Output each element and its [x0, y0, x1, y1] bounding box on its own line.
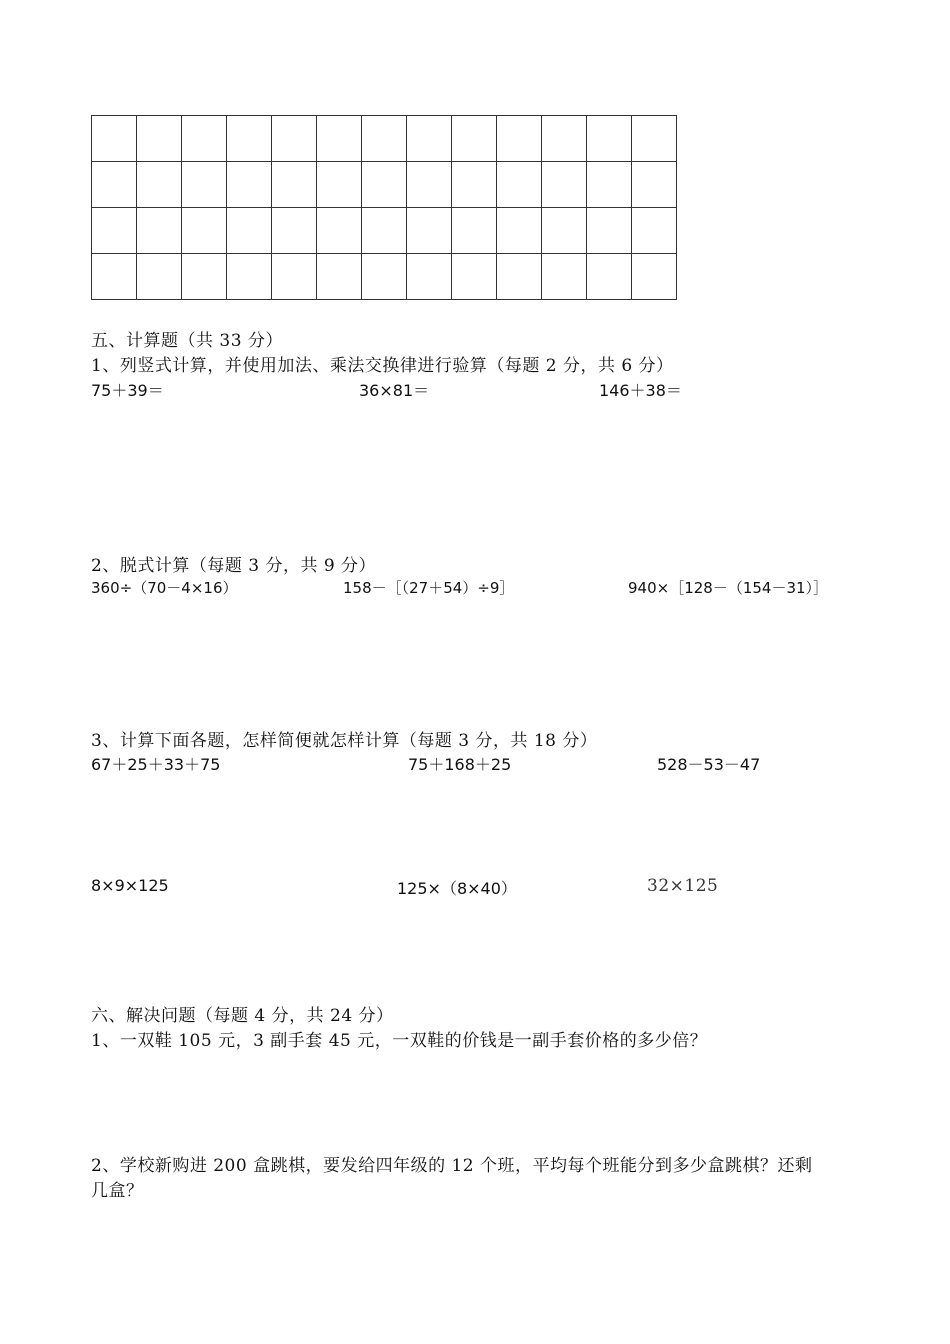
grid-cell: [587, 254, 632, 300]
q3-item-6: 32×125: [647, 876, 719, 896]
section-6-q2-line1: 2、学校新购进 200 盒跳棋，要发给四年级的 12 个班，平均每个班能分到多少盒跳棋？还剩: [91, 1156, 813, 1176]
grid-cell: [542, 208, 587, 254]
grid-row: [92, 208, 677, 254]
writing-grid: [91, 115, 677, 300]
q3-item-2: 75＋168＋25: [408, 755, 512, 774]
q1-item-2: 36×81＝: [359, 381, 430, 400]
grid-cell: [92, 254, 137, 300]
grid-cell: [452, 254, 497, 300]
section-6-title: 六、解决问题（每题 4 分，共 24 分）: [91, 1006, 394, 1026]
grid-cell: [407, 116, 452, 162]
grid-cell: [92, 162, 137, 208]
grid-cell: [452, 162, 497, 208]
grid-cell: [227, 116, 272, 162]
q1-item-1: 75＋39＝: [91, 381, 164, 400]
grid-cell: [182, 116, 227, 162]
grid-row: [92, 254, 677, 300]
grid-cell: [227, 208, 272, 254]
grid-cell: [182, 254, 227, 300]
grid-cell: [407, 208, 452, 254]
grid-cell: [137, 208, 182, 254]
grid-cell: [497, 254, 542, 300]
q3-item-5: 125×（8×40）: [397, 879, 517, 898]
grid-row: [92, 116, 677, 162]
section-5-q1-title: 1、列竖式计算，并使用加法、乘法交换律进行验算（每题 2 分，共 6 分）: [91, 356, 674, 376]
grid-cell: [497, 162, 542, 208]
grid-cell: [227, 162, 272, 208]
grid-cell: [362, 162, 407, 208]
grid-cell: [137, 116, 182, 162]
section-5-title: 五、计算题（共 33 分）: [91, 331, 283, 351]
section-5-q3-title: 3、计算下面各题，怎样简便就怎样计算（每题 3 分，共 18 分）: [91, 731, 598, 751]
grid-cell: [317, 254, 362, 300]
q3-item-3: 528－53－47: [657, 755, 761, 774]
q1-item-3: 146＋38＝: [599, 381, 682, 400]
grid-cell: [182, 162, 227, 208]
grid-cell: [92, 208, 137, 254]
grid-cell: [272, 116, 317, 162]
section-5-q2-title: 2、脱式计算（每题 3 分，共 9 分）: [91, 556, 377, 576]
grid-cell: [542, 254, 587, 300]
grid-cell: [362, 208, 407, 254]
grid-cell: [362, 116, 407, 162]
grid-cell: [587, 116, 632, 162]
q3-item-4: 8×9×125: [91, 876, 169, 895]
grid-cell: [632, 208, 677, 254]
grid-cell: [317, 116, 362, 162]
grid-cell: [497, 116, 542, 162]
grid-cell: [542, 116, 587, 162]
grid-cell: [137, 162, 182, 208]
grid-cell: [587, 208, 632, 254]
grid-cell: [587, 162, 632, 208]
grid-cell: [272, 208, 317, 254]
grid-cell: [407, 254, 452, 300]
grid-cell: [272, 162, 317, 208]
grid-cell: [182, 208, 227, 254]
section-6-q1: 1、一双鞋 105 元，3 副手套 45 元，一双鞋的价钱是一副手套价格的多少倍？: [91, 1031, 708, 1051]
q2-item-1: 360÷（70－4×16）: [91, 579, 238, 597]
q2-item-3: 940×［128－（154－31）］: [628, 579, 829, 597]
grid-cell: [632, 254, 677, 300]
grid-cell: [497, 208, 542, 254]
section-6-q2-line2: 几盒？: [91, 1181, 144, 1201]
q2-item-2: 158－［（27＋54）÷9］: [343, 579, 515, 597]
grid-cell: [272, 254, 317, 300]
grid-cell: [227, 254, 272, 300]
grid-cell: [542, 162, 587, 208]
grid-cell: [632, 116, 677, 162]
grid-cell: [632, 162, 677, 208]
grid-cell: [362, 254, 407, 300]
grid-cell: [407, 162, 452, 208]
q3-item-1: 67＋25＋33＋75: [91, 755, 221, 774]
grid-cell: [137, 254, 182, 300]
grid-cell: [317, 208, 362, 254]
grid-cell: [452, 116, 497, 162]
grid-cell: [317, 162, 362, 208]
grid-cell: [92, 116, 137, 162]
grid-row: [92, 162, 677, 208]
grid-cell: [452, 208, 497, 254]
